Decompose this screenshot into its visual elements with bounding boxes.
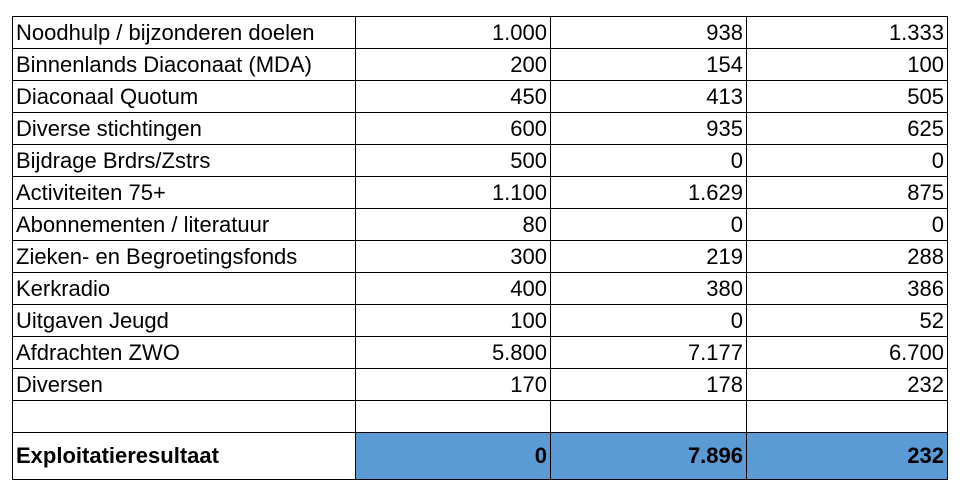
table-row	[13, 49, 948, 81]
table-row	[13, 209, 948, 241]
table-row	[13, 113, 948, 145]
row-label-cell[interactable]: Uitgaven Jeugd	[13, 305, 356, 337]
value-cell[interactable]: 0	[551, 209, 747, 241]
value-cell[interactable]: 7.177	[551, 337, 747, 369]
value-cell[interactable]: 0	[747, 209, 948, 241]
value-cell[interactable]: 288	[747, 241, 948, 273]
row-label-cell[interactable]: Noodhulp / bijzonderen doelen	[13, 17, 356, 49]
table-row	[13, 17, 948, 49]
total-label-cell[interactable]: Exploitatieresultaat	[13, 433, 356, 480]
value-cell[interactable]: 100	[356, 305, 551, 337]
table-row	[13, 369, 948, 401]
row-label-cell[interactable]: Afdrachten ZWO	[13, 337, 356, 369]
value-cell[interactable]: 625	[747, 113, 948, 145]
value-cell[interactable]: 80	[356, 209, 551, 241]
value-cell[interactable]: 935	[551, 113, 747, 145]
empty-row	[13, 401, 948, 433]
value-cell[interactable]: 300	[356, 241, 551, 273]
table-row	[13, 305, 948, 337]
value-cell[interactable]: 875	[747, 177, 948, 209]
row-label-cell[interactable]: Diverse stichtingen	[13, 113, 356, 145]
table-row	[13, 145, 948, 177]
value-cell[interactable]: 413	[551, 81, 747, 113]
empty-cell[interactable]	[551, 401, 747, 433]
value-cell[interactable]: 1.000	[356, 17, 551, 49]
row-label-cell[interactable]: Zieken- en Begroetingsfonds	[13, 241, 356, 273]
value-cell[interactable]: 1.100	[356, 177, 551, 209]
table-row	[13, 337, 948, 369]
value-cell[interactable]: 219	[551, 241, 747, 273]
row-label-cell[interactable]: Abonnementen / literatuur	[13, 209, 356, 241]
value-cell[interactable]: 154	[551, 49, 747, 81]
total-value-cell[interactable]: 0	[356, 433, 551, 480]
value-cell[interactable]: 380	[551, 273, 747, 305]
row-label-cell[interactable]: Kerkradio	[13, 273, 356, 305]
value-cell[interactable]: 386	[747, 273, 948, 305]
value-cell[interactable]: 505	[747, 81, 948, 113]
empty-cell[interactable]	[356, 401, 551, 433]
value-cell[interactable]: 0	[551, 145, 747, 177]
empty-cell[interactable]	[747, 401, 948, 433]
table-row	[13, 273, 948, 305]
value-cell[interactable]: 52	[747, 305, 948, 337]
value-cell[interactable]: 1.333	[747, 17, 948, 49]
value-cell[interactable]: 200	[356, 49, 551, 81]
row-label-cell[interactable]: Binnenlands Diaconaat (MDA)	[13, 49, 356, 81]
value-cell[interactable]: 400	[356, 273, 551, 305]
row-label-cell[interactable]: Bijdrage Brdrs/Zstrs	[13, 145, 356, 177]
total-row	[13, 433, 948, 480]
value-cell[interactable]: 0	[747, 145, 948, 177]
row-label-cell[interactable]: Diversen	[13, 369, 356, 401]
value-cell[interactable]: 938	[551, 17, 747, 49]
spreadsheet-table	[12, 16, 948, 480]
value-cell[interactable]: 5.800	[356, 337, 551, 369]
value-cell[interactable]: 170	[356, 369, 551, 401]
value-cell[interactable]: 600	[356, 113, 551, 145]
value-cell[interactable]: 450	[356, 81, 551, 113]
total-value-cell[interactable]: 7.896	[551, 433, 747, 480]
row-label-cell[interactable]: Diaconaal Quotum	[13, 81, 356, 113]
row-label-cell[interactable]: Activiteiten 75+	[13, 177, 356, 209]
value-cell[interactable]: 232	[747, 369, 948, 401]
value-cell[interactable]: 0	[551, 305, 747, 337]
value-cell[interactable]: 6.700	[747, 337, 948, 369]
empty-cell[interactable]	[13, 401, 356, 433]
table-row	[13, 177, 948, 209]
value-cell[interactable]: 500	[356, 145, 551, 177]
value-cell[interactable]: 100	[747, 49, 948, 81]
total-value-cell[interactable]: 232	[747, 433, 948, 480]
table-row	[13, 241, 948, 273]
value-cell[interactable]: 178	[551, 369, 747, 401]
table-body	[13, 17, 948, 480]
table-row	[13, 81, 948, 113]
value-cell[interactable]: 1.629	[551, 177, 747, 209]
